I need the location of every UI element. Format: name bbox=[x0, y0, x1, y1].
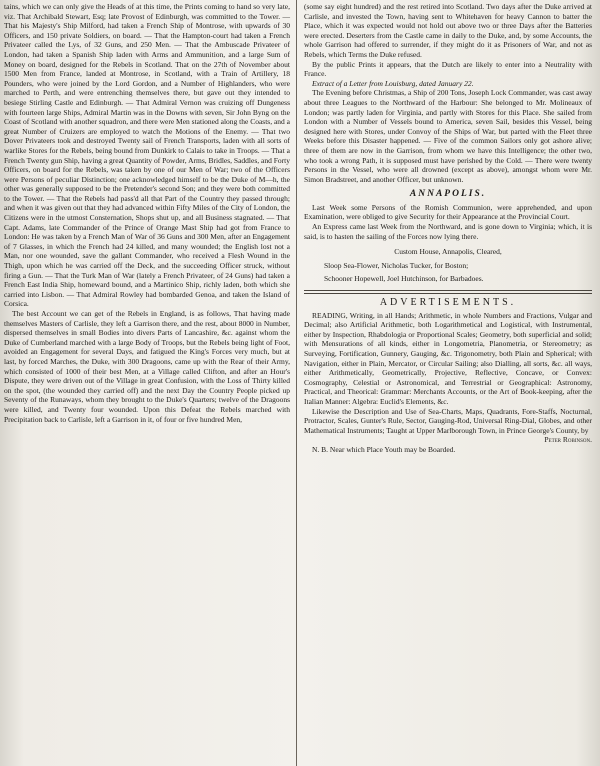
customs-heading: Custom House, Annapolis, Cleared, bbox=[394, 247, 502, 257]
customs-line: Schooner Hopewell, Joel Hutchinson, for Barbadoes. bbox=[324, 274, 484, 284]
news-paragraph: An Express came last Week from the Northward, and is gone down to Virginia; which, it is said, is to hasten the sailing of the Forces now lying there. bbox=[304, 222, 592, 241]
news-paragraph: tains, which we can only give the Heads of at this time, the Prints coming to hand so very late, viz. That Archibald Stewart, Esq; late Provost of Edinburgh, was committed to the Tower. — That his Majesty's Ship Milford, had taken a French Ship of Montrose, with upwards of 30 Officers, and 150 private Soldiers, on board. — That the Hampton-court had taken a French Privateer called the Lys, of 32 Guns, and 250 Men. — That the Ambuscade Privateer of London, had taken a Spanish Ship laden with Arms and Ammunition, and a large Sum of Money on board, designed for the Rebels in Scotland. That on the 27th of November about 1500 Men from France, landed at Montrose, in Scotland, with a Train of Artillery, 18 Pounders, who were joined by the Lord Gordon, and a Number of Highlanders, who were marched to Perth, and were entrenching themselves there, but gave out they intended to besiege Stirling Castle and Edinburgh. — That Admiral Vernon was cruizing off Dungeness with fourteen large Ships, Admiral Martin was in the Downs with seven, Sir John Byng on the Coast of Scotland with another squadron, and there were Men stationed along the Coasts, and a great Number of Cruizers are employed to watch the Motions of the Enemy. — That two Dover Privateers took and destroyed Twenty sail of French Transports, laden with all sorts of warlike Stores for the Rebels, being bound from Dunkirk to Calais to take in Troops. — That a French Twenty gun Ship, having a great Quantity of Powder, Arms, Bridles, Saddles, and Forty Officers, on board for the Rebels, was taken by one of our Men of War; two of the Officers were Persons of peculiar Distinction; one acknowledged himself to be the Duke of M—h, the other was generally supposed to be the Pretender's second Son; and they were both committed to the Tower. — That the Rebels had pass'd all that Part of the Country they passed through; and when it was given out that they had advanced within Fifty Miles of the City of London, the Citizens were in the utmost Consternation, Shops shut up, and all Business stagnated. — That Capt. Adams, late Commander of the Prince of Orange Mast Ship had got from France to London: He was taken by a French Man of War of 36 Guns and 300 Men, after an Engagement of 7 Glasses, in which the French had 24 killed, and many wounded; the English lost not a Man, nor one wounded, save the gallant Commander, who received a Flesh Wound in the Thigh, upon which he was carried off the Deck, and the succeeding Officer struck, without firing a Gun. — That the Turk Man of War (lately a French Privateer, of 24 Guns) had taken a French East India Ship, homeward bound, and a Martinico Ship, richly laden, both which she carried into Lisbon. — That Admiral Rowley had bombarded Genoa, and taken the Island of Corsica. bbox=[4, 2, 290, 309]
ads-heading: ADVERTISEMENTS. bbox=[379, 297, 517, 309]
news-paragraph: Last Week some Persons of the Romish Communion, were apprehended, and upon Examination, were obliged to give Security for their Appearance at the Provincial Court. bbox=[304, 202, 592, 222]
column-divider bbox=[296, 0, 297, 766]
ads-divider bbox=[304, 290, 592, 294]
right-column bbox=[304, 2, 592, 455]
section-heading-annapolis: ANNAPOLIS. bbox=[409, 189, 487, 200]
news-paragraph: The best Account we can get of the Rebels in England, is as follows, That having made themselves Masters of Carlisle, they left a Garrison there, and the rest, about 8000 in Number, dispersed themselves in small Bodies into divers Parts of Lancashire, &c. against whom the Duke of Cumberland marched with a large Body of Troops, but the Rebels being light of Foot, avoided an Engagement for several Days, and fatigued the King's Forces very much, but at last, by forced Marches, the Duke, with 300 Dragoons, came up with the Rear of their Army, which consisted of 1000 of their best Men, at a Village called Clifton, and after an Hour's Dispute, they were driven out of the Village in great Confusion, with the Loss of Thirty killed on the spot, (the wounded they carried off) and the next Day the Country People picked up Seventy of the Runaways, whom they brought to the Duke's Quarters; twelve of the Dragoons were killed, and Twenty four wounded. Upon this Defeat the Rebels marched with Precipitation back to Carlisle, left a Garrison in it, of four or five hundred Men, bbox=[4, 309, 290, 424]
news-paragraph: (some say eight hundred) and the rest retired into Scotland. Two days after the Duke arrived at Carlisle, and invested the Town, having sent to Whitehaven for heavy Cannon to batter the Place, which it was expected would not hold out above two or three Days after the Batteries were erected. Deserters from the Castle came in daily to the Duke, and, by some Accounts, the whole Garrison had offered to surrender, if they might do it as Prisoners of War, and not as Rebels, which Terms the Duke refused. bbox=[304, 2, 592, 59]
customs-line: Sloop Sea-Flower, Nicholas Tucker, for Boston; bbox=[324, 260, 469, 270]
news-paragraph: By the public Prints it appears, that the Dutch are likely to enter into a Neutrality with France. bbox=[304, 59, 592, 79]
letter-body: The Evening before Christmas, a Ship of 200 Tons, Joseph Lock Commander, was cast away about three Leagues to the Northward of the Harbour: She belonged to Mr. Molineaux of London; was partly laden for Virginia, and partly with Stores for this Place. She sailed from London with a Number of Vessels bound to America, seven Sail, besides this Vessel, being designed here with Stores, under Convoy of the Ships of War, but parted with the Fleet three Weeks before this Disaster happened. — Five of the common Sailors only got ashore alive; three of them are now in the Garrison, from whom we have this Intelligence; the other two, who took a wrong Path, it is supposed must have perished by the Cold. — There were twenty Persons in the Vessel, who were all drowned (except as above), amongst whom were Mr. Simon Bradstreet, and another Officer, but unknown. bbox=[304, 88, 592, 184]
left-column bbox=[4, 2, 290, 424]
letter-dateline: Extract of a Letter from Louisburg, dated January 22. bbox=[312, 78, 474, 88]
advertisement-note: N. B. Near which Place Youth may be Boarded. bbox=[312, 444, 456, 454]
advertisement-body: Likewise the Description and Use of Sea-Charts, Maps, Quadrants, Fore-Staffs, Nocturnal, Protractor, Scales, Gunter's Rule, Sector, Gauging-Rod, Universal Ring-Dial, Globes, and other Mathematical Instruments; Taught at Upper Marlborough Town, in Prince George's County, by bbox=[304, 406, 592, 435]
advertiser-signature: Peter Robinson. bbox=[544, 435, 592, 445]
advertisement-body: READING, Writing, in all Hands; Arithmetic, in whole Numbers and Fractions, Vulgar and Decimal; also Artificial Arithmetic, both Logarithmetical and Logistical, with Instrumental, either by Inspection, Rhabdologia or Proportional Scales; Geometry, both superficial and solid; with Mensurations of all kinds, either in Longometria, Planometria, or Stereometry; as Surveying, Fortification, Gunnery, Gauging, &c. Trigonometry, both Plain and Spherical; with Navigation, either in Plain, Mercator, or Circular Sailing; also Dialling, all sorts, &c. all ways, either Arithmetically, Geometrically, Projective, Reflective, Concave, or Convex: Cosmography, Celestial or Astronomical, and Terrestrial or Geographical: Astronomy, Practical, and Theorical: Grammar: Merchants Accounts, or the Art of Book-keeping, after the Italian Manner: Algebra: Euclid's Elements, &c. bbox=[304, 310, 592, 406]
